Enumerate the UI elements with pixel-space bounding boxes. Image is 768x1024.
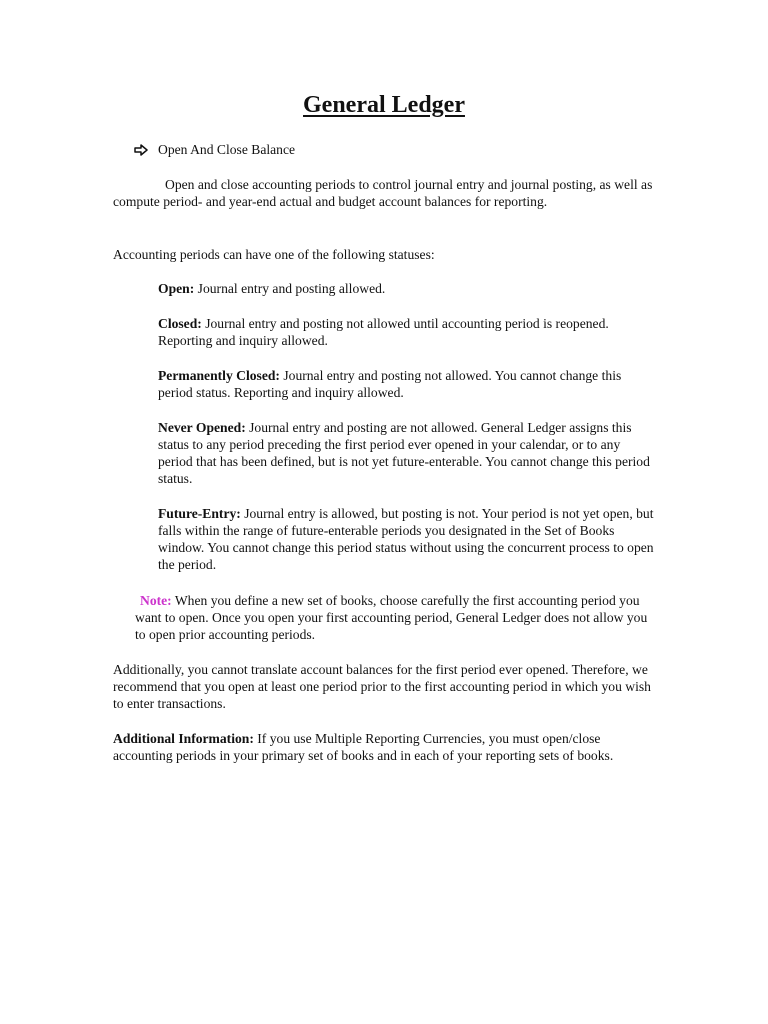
status-description: Journal entry is allowed, but posting is not. Your period is not yet open, but falls within the range of future-enterable periods you designated in the Set of Books window. You cannot change this period status without using the concurrent process to open the period. [158,506,654,572]
status-never-opened [158,419,658,487]
status-label: Never Opened: [158,420,246,435]
additional-information [113,730,658,764]
right-arrow-icon [134,144,148,156]
additional-paragraph: Additionally, you cannot translate account balances for the first period ever opened. Therefore, we recommend that you open at least one period prior to the first accounting period in which you wish to enter transactions. [113,662,651,711]
intro-text: Open and close accounting periods to control journal entry and journal posting, as well as compute period- and year-end actual and budget account balances for reporting. [113,177,653,209]
status-closed [158,315,658,349]
status-description: Journal entry and posting are not allowed. General Ledger assigns this status to any period preceding the first period ever opened in your calendar, or to any period that has been defined, but is not yet future-enterable. You cannot change this period status. [158,420,650,486]
additional-information-text: If you use Multiple Reporting Currencies, you must open/close accounting periods in your primary set of books and in each of your reporting sets of books. [113,731,614,763]
status-permanently-closed [158,367,658,401]
bullet-item [134,141,295,158]
status-label: Permanently Closed: [158,368,280,383]
status-label: Future-Entry: [158,506,241,521]
status-label: Open: [158,281,195,296]
bullet-text: Open And Close Balance [158,142,296,157]
status-future-entry [158,505,658,573]
note-label: Note: [140,593,172,608]
note-paragraph [135,592,660,643]
statuses-heading: Accounting periods can have one of the following statuses: [113,247,435,262]
status-description: Journal entry and posting not allowed until accounting period is reopened. Reporting and inquiry allowed. [158,316,609,348]
page-title: General Ledger [303,92,465,118]
status-label: Closed: [158,316,202,331]
status-description: Journal entry and posting allowed. [194,281,386,296]
status-description: Journal entry and posting not allowed. You cannot change this period status. Reporting and inquiry allowed. [158,368,622,400]
intro-paragraph [113,176,653,210]
note-text: When you define a new set of books, choose carefully the first accounting period you want to open. Once you open your first accounting period, General Ledger does not allow you to open prior accounting periods. [135,593,648,642]
additional-information-label: Additional Information: [113,731,254,746]
status-open [158,280,658,297]
